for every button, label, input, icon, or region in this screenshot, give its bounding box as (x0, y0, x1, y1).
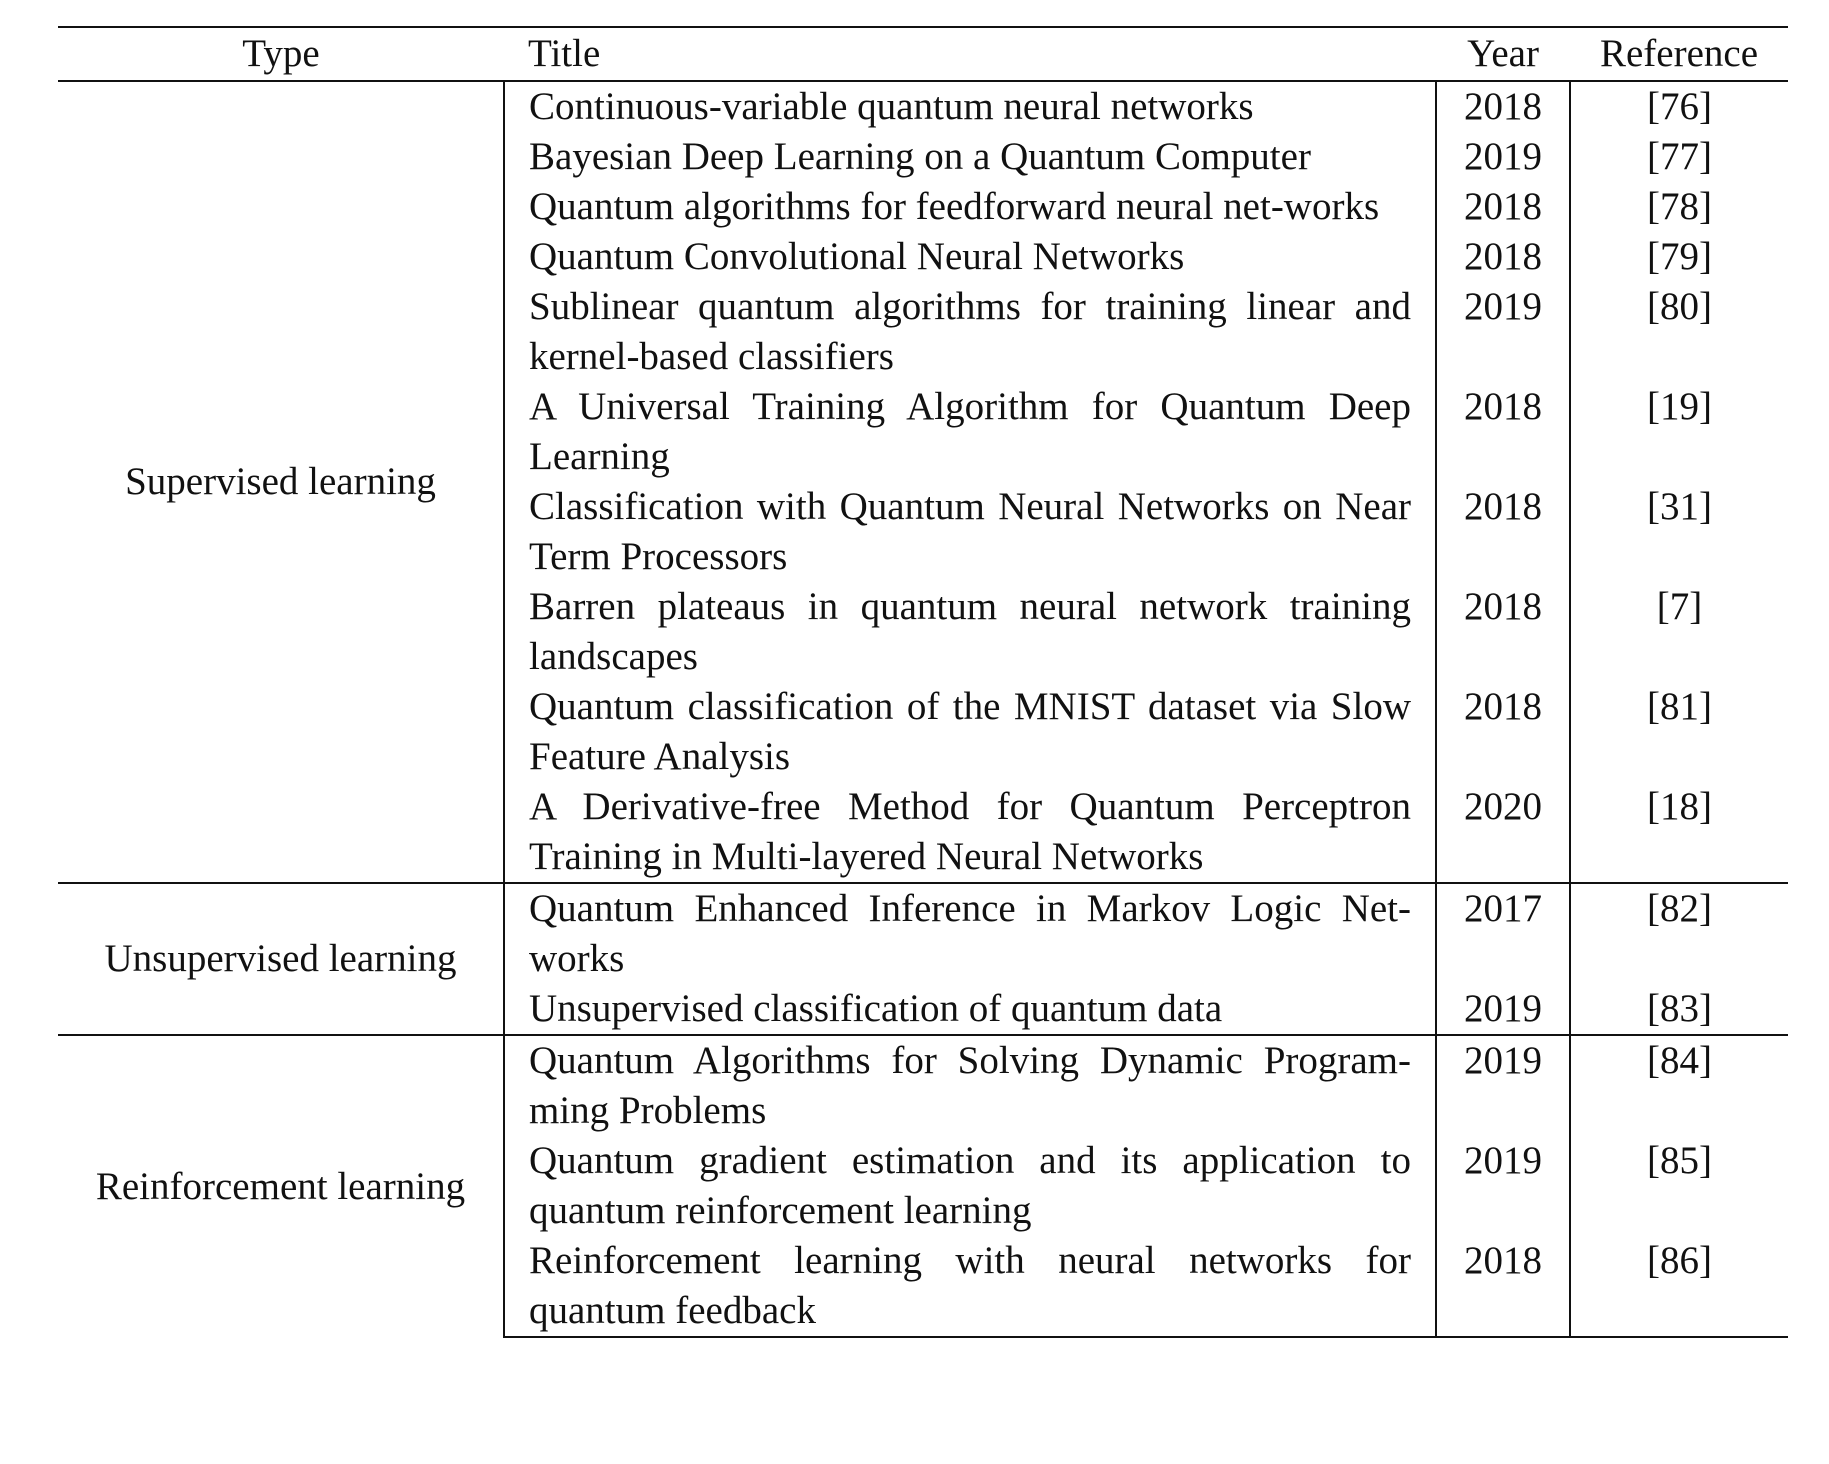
title-cell: Classification with Quantum Neural Networks on Near Term Processors (504, 482, 1436, 582)
reference-cell: [31] (1647, 485, 1712, 528)
year-cell: 2018 (1436, 382, 1570, 482)
year-cell: 2018 (1436, 1236, 1570, 1337)
papers-table-container (58, 26, 1788, 1338)
header-title: Title (504, 27, 1436, 81)
title-cell: Quantum Algorithms for Solving Dynamic Program-ming Problems (504, 1035, 1436, 1136)
header-type: Type (58, 27, 504, 81)
table-row (58, 81, 1788, 132)
table-group (58, 1035, 1788, 1337)
year-cell: 2018 (1436, 582, 1570, 682)
table-group (58, 883, 1788, 1035)
reference-cell: [80] (1647, 285, 1712, 328)
table-row (58, 1035, 1788, 1136)
title-cell: Unsupervised classification of quantum data (504, 984, 1436, 1035)
type-cell: Supervised learning (58, 81, 504, 883)
title-cell: Barren plateaus in quantum neural network training landscapes (504, 582, 1436, 682)
title-cell: Quantum classification of the MNIST dataset via Slow Feature Analysis (504, 682, 1436, 782)
title-cell: A Universal Training Algorithm for Quantum Deep Learning (504, 382, 1436, 482)
reference-cell: [7] (1656, 585, 1703, 628)
reference-cell: [85] (1647, 1139, 1712, 1182)
title-cell: Bayesian Deep Learning on a Quantum Computer (504, 132, 1436, 182)
title-cell: Reinforcement learning with neural networks for quantum feedback (504, 1236, 1436, 1337)
table-row (58, 883, 1788, 984)
year-cell: 2019 (1436, 132, 1570, 182)
reference-cell: [18] (1647, 785, 1712, 828)
reference-cell: [79] (1647, 235, 1712, 278)
year-cell: 2019 (1436, 282, 1570, 382)
header-row (58, 27, 1788, 81)
type-cell: Reinforcement learning (58, 1035, 504, 1337)
year-cell: 2018 (1436, 232, 1570, 282)
reference-cell: [76] (1570, 81, 1788, 132)
reference-cell: [81] (1647, 685, 1712, 728)
table-header (58, 27, 1788, 81)
table-group (58, 81, 1788, 883)
year-cell: 2018 (1436, 182, 1570, 232)
title-cell: Quantum Convolutional Neural Networks (504, 232, 1436, 282)
title-cell: A Derivative-free Method for Quantum Perceptron Training in Multi-layered Neural Networks (504, 782, 1436, 883)
reference-cell: [83] (1647, 987, 1712, 1030)
reference-cell: [82] (1570, 883, 1788, 984)
year-cell: 2019 (1436, 984, 1570, 1035)
reference-cell: [84] (1570, 1035, 1788, 1136)
reference-cell: [78] (1647, 185, 1712, 228)
year-cell: 2019 (1436, 1136, 1570, 1236)
title-cell: Quantum Enhanced Inference in Markov Logic Net-works (504, 883, 1436, 984)
year-cell: 2018 (1436, 81, 1570, 132)
year-cell: 2019 (1436, 1035, 1570, 1136)
year-cell: 2017 (1436, 883, 1570, 984)
year-cell: 2018 (1436, 682, 1570, 782)
reference-cell: [19] (1647, 385, 1712, 428)
papers-table (58, 26, 1788, 1338)
year-cell: 2018 (1436, 482, 1570, 582)
year-cell: 2020 (1436, 782, 1570, 883)
header-year: Year (1436, 27, 1570, 81)
title-cell: Continuous-variable quantum neural networks (504, 81, 1436, 132)
title-cell: Quantum gradient estimation and its application to quantum reinforcement learning (504, 1136, 1436, 1236)
reference-cell: [77] (1647, 135, 1712, 178)
type-cell: Unsupervised learning (58, 883, 504, 1035)
title-cell: Quantum algorithms for feedforward neural net-works (504, 182, 1436, 232)
title-cell: Sublinear quantum algorithms for training linear and kernel-based classifiers (504, 282, 1436, 382)
header-reference: Reference (1570, 27, 1788, 81)
reference-cell: [86] (1570, 1236, 1788, 1337)
